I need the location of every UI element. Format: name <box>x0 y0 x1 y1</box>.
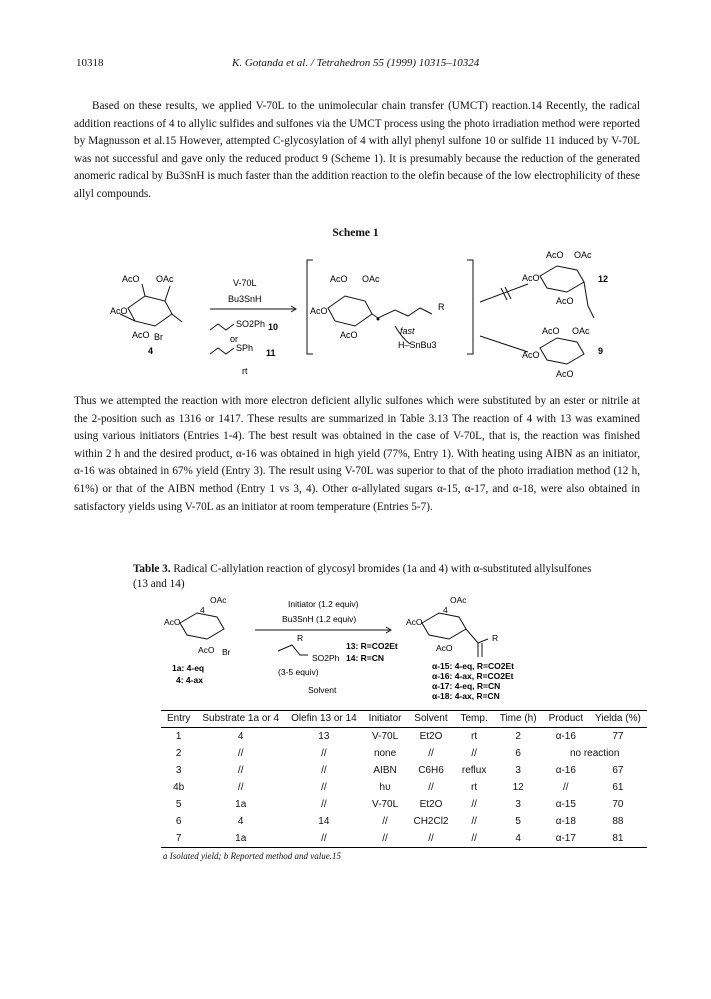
cell: // <box>363 830 408 848</box>
cell: 7 <box>161 830 196 848</box>
cell: α-15 <box>555 799 576 810</box>
cell: 81 <box>589 830 647 848</box>
cell: 5 <box>515 816 521 827</box>
cell: Et2O <box>419 731 443 742</box>
product-17: α-17: 4-eq, R=CN <box>432 681 501 691</box>
substrate-4: 4: 4-ax <box>176 675 203 685</box>
sulfone-label: SO2Ph <box>236 319 266 329</box>
table-3-scheme <box>160 595 560 710</box>
cell: // <box>471 799 477 810</box>
ts-equiv: (3-5 equiv) <box>278 667 319 677</box>
cell: // <box>407 830 454 848</box>
cell: // <box>563 782 569 793</box>
table-row <box>161 745 647 762</box>
compound-12-label: 12 <box>598 274 609 284</box>
cell: α-16 <box>555 731 576 742</box>
tp-four: 4 <box>443 605 448 615</box>
compound-4-label: 4 <box>148 346 154 356</box>
cell: 1a <box>235 799 247 810</box>
p9-aco: AcO <box>542 326 560 336</box>
ts-aco: AcO <box>164 617 181 627</box>
cell: 6 <box>515 748 521 759</box>
allyl-sulfone-chain <box>210 324 234 330</box>
cell: hυ <box>379 782 391 793</box>
cell: 5 <box>175 799 182 810</box>
col-initiator: Initiator <box>363 711 408 728</box>
cell: reflux <box>461 765 487 776</box>
p12-oac: OAc <box>574 250 592 260</box>
col-substrate: Substrate 1a or 4 <box>196 711 285 728</box>
cell: 3 <box>515 799 521 810</box>
table-row <box>161 779 647 796</box>
cell: // <box>428 782 434 793</box>
hsnbu3-label: H–SnBu3 <box>398 340 437 350</box>
cell: V-70L <box>372 799 399 810</box>
cell: rt <box>471 782 478 793</box>
cell: // <box>321 765 327 776</box>
ts-reagent-r: R <box>297 633 304 643</box>
results-table <box>161 710 647 848</box>
tp-oac: OAc <box>450 595 467 605</box>
cell: 3 <box>175 765 182 776</box>
ts-r14: 14: R=CN <box>346 653 385 663</box>
p9-oac: OAc <box>572 326 590 336</box>
cell: 6 <box>175 816 182 827</box>
ts-four: 4 <box>200 605 205 615</box>
p9-aco-3: AcO <box>556 369 574 379</box>
cell: 1a <box>196 830 285 848</box>
table-row <box>161 796 647 813</box>
cell: 1 <box>175 731 182 742</box>
sm-aco-3: AcO <box>132 330 150 340</box>
ts-aco-2: AcO <box>198 645 215 655</box>
cell: // <box>237 748 244 759</box>
table-footnote: a Isolated yield; b Reported method and value.15 <box>163 851 341 861</box>
cell: // <box>321 799 327 810</box>
p12-aco-2: AcO <box>522 273 540 283</box>
allyl-sulfide-chain <box>210 348 234 354</box>
table-row <box>161 728 647 746</box>
ts-r13: 13: R=CO2Et <box>346 641 398 651</box>
col-yield: Yielda (%) <box>589 711 647 728</box>
cell: 12 <box>512 782 524 793</box>
table-header-row <box>161 711 647 728</box>
ts-so2ph: SO2Ph <box>312 653 340 663</box>
col-entry: Entry <box>161 711 196 728</box>
product-18: α-18: 4-ax, R=CN <box>432 691 500 701</box>
p12-aco: AcO <box>546 250 564 260</box>
product-structure <box>422 613 488 657</box>
cell: α-17 <box>543 830 589 848</box>
paragraph-1: Based on these results, we applied V-70L to the unimolecular chain transfer (UMCT) reaction.14 Recently, the radical addition reactions of 4 to allylic sulfides and sulfones via the UMCT process using the photo irradiation method were reported by Magnusson et al.15 However, attempted C-glycosylation of 4 with allyl phenyl sulfone 10 or sulfide 11 induced by V-70L was not successful and gave only the reduced product 9 (Scheme 1). It is presumably because the reduction of the generated anomeric radical by Bu3SnH is much faster than the addition reaction to the olefin because of the low electrophilicity of these allyl compounds. <box>74 100 640 200</box>
sm-oac: OAc <box>156 274 174 284</box>
cell: rt <box>471 731 478 742</box>
table-label: Table 3. <box>133 563 171 575</box>
reagent-bu3snh: Bu3SnH <box>228 294 262 304</box>
cell: C6H6 <box>418 765 444 776</box>
cell: 14 <box>318 816 330 827</box>
cell: 4 <box>494 830 543 848</box>
bracket-right <box>467 260 473 354</box>
cell: // <box>321 782 327 793</box>
sm-aco: AcO <box>122 274 140 284</box>
ts-oac: OAc <box>210 595 227 605</box>
table-row <box>161 830 647 848</box>
cell: α-16 <box>555 765 576 776</box>
ts-bu3snh: Bu3SnH (1.2 equiv) <box>282 614 357 624</box>
compound-9-label: 9 <box>598 346 604 356</box>
int-aco: AcO <box>330 274 348 284</box>
ts-allyl <box>278 645 308 655</box>
cell: // <box>428 748 434 759</box>
col-temp: Temp. <box>454 711 493 728</box>
sulfide-label: SPh <box>236 343 254 353</box>
cell: CH2Cl2 <box>413 816 449 827</box>
scheme-title: Scheme 1 <box>332 227 379 239</box>
cell: // <box>454 830 493 848</box>
tp-r: R <box>492 633 499 643</box>
cell: 4 <box>237 816 244 827</box>
cell: 77 <box>612 731 624 742</box>
table-caption-text: Radical C-allylation reaction of glycosyl bromides (1a and 4) with α-substituted allylsulfones (13 and 14) <box>133 563 592 590</box>
table-caption <box>133 562 593 592</box>
journal-citation: K. Gotanda et al. / Tetrahedron 55 (1999) 10315–10324 <box>232 57 480 69</box>
product-16: α-16: 4-ax, R=CO2Et <box>432 671 514 681</box>
int-oac: OAc <box>362 274 380 284</box>
cell: 2 <box>175 748 182 759</box>
or-label: or <box>230 334 239 344</box>
cell: // <box>471 816 477 827</box>
cell: // <box>237 782 244 793</box>
p12-aco-3: AcO <box>556 296 574 306</box>
cell: // <box>321 748 327 759</box>
cell: AIBN <box>373 765 397 776</box>
substrate-structure <box>180 613 224 639</box>
tp-aco: AcO <box>406 617 423 627</box>
product-15: α-15: 4-eq, R=CO2Et <box>432 661 514 671</box>
table-row <box>161 762 647 779</box>
cell: no reaction <box>569 748 620 759</box>
sulfide-number: 11 <box>266 348 276 358</box>
cell: V-70L <box>372 731 399 742</box>
cell: α-18 <box>555 816 576 827</box>
glycosyl-bromide-structure <box>120 284 182 326</box>
paragraph-2: Thus we attempted the reaction with more electron deficient allylic sulfones which were substituted by an ester or nitrile at the 2-position such as 1316 or 1417. These results are summarized in Table 3.13 The reaction of 4 with 13 was examined using various initiators (Entries 1-4). The best result was obtained in the case of V-70L, that is, the reaction was finished within 2 h and the desired product, α-16 was obtained in high yield (77%, Entry 1). With heating using AIBN as an initiator, α-16 was obtained in 67% yield (Entry 3). The result using V-70L was superior to that of the photo irradiation method (12 h, 61%) or that of the AIBN method (Entry 1 vs 3, 4). Other α-allylated sugars α-15, α-17, and α-18, were also obtained in satisfactory yields using V-70L as an initiator at room temperature (Entries 5-7). <box>74 395 640 513</box>
scheme-1-diagram <box>110 246 620 381</box>
product-9-structure <box>540 338 584 364</box>
reagent-v70l: V-70L <box>233 278 257 288</box>
temperature-label: rt <box>242 366 248 376</box>
cell: // <box>285 830 363 848</box>
cell: // <box>471 748 477 759</box>
cell: // <box>237 765 244 776</box>
ts-initiator: Initiator (1.2 equiv) <box>288 599 359 609</box>
int-aco-3: AcO <box>340 330 358 340</box>
col-solvent: Solvent <box>407 711 454 728</box>
cell: // <box>382 816 388 827</box>
table-row <box>161 813 647 830</box>
col-olefin: Olefin 13 or 14 <box>285 711 363 728</box>
p9-aco-2: AcO <box>522 350 540 360</box>
product-12-structure <box>540 266 594 318</box>
arrow-to-9 <box>480 336 528 352</box>
tp-aco-2: AcO <box>436 643 453 653</box>
ts-br: Br <box>222 647 231 657</box>
cell: 61 <box>612 782 624 793</box>
col-product: Product <box>543 711 589 728</box>
cell: 13 <box>318 731 330 742</box>
page-number: 10318 <box>76 57 104 69</box>
int-r: R <box>438 302 445 312</box>
cell: 4 <box>237 731 244 742</box>
cell: 2 <box>515 731 521 742</box>
sm-br: Br <box>154 332 163 342</box>
cell: 70 <box>612 799 624 810</box>
substrate-1a: 1a: 4-eq <box>172 663 205 673</box>
ts-solvent: Solvent <box>308 685 337 695</box>
cell: Et2O <box>419 799 443 810</box>
sulfone-number: 10 <box>268 322 279 332</box>
int-aco-2: AcO <box>310 306 328 316</box>
radical-dot <box>377 318 380 321</box>
fast-label: fast <box>400 326 415 336</box>
cell: none <box>373 748 397 759</box>
cell: 3 <box>515 765 521 776</box>
col-time: Time (h) <box>494 711 543 728</box>
cell: 88 <box>612 816 624 827</box>
cell: 4b <box>173 782 185 793</box>
sm-aco-2: AcO <box>110 306 128 316</box>
cell: 67 <box>612 765 624 776</box>
